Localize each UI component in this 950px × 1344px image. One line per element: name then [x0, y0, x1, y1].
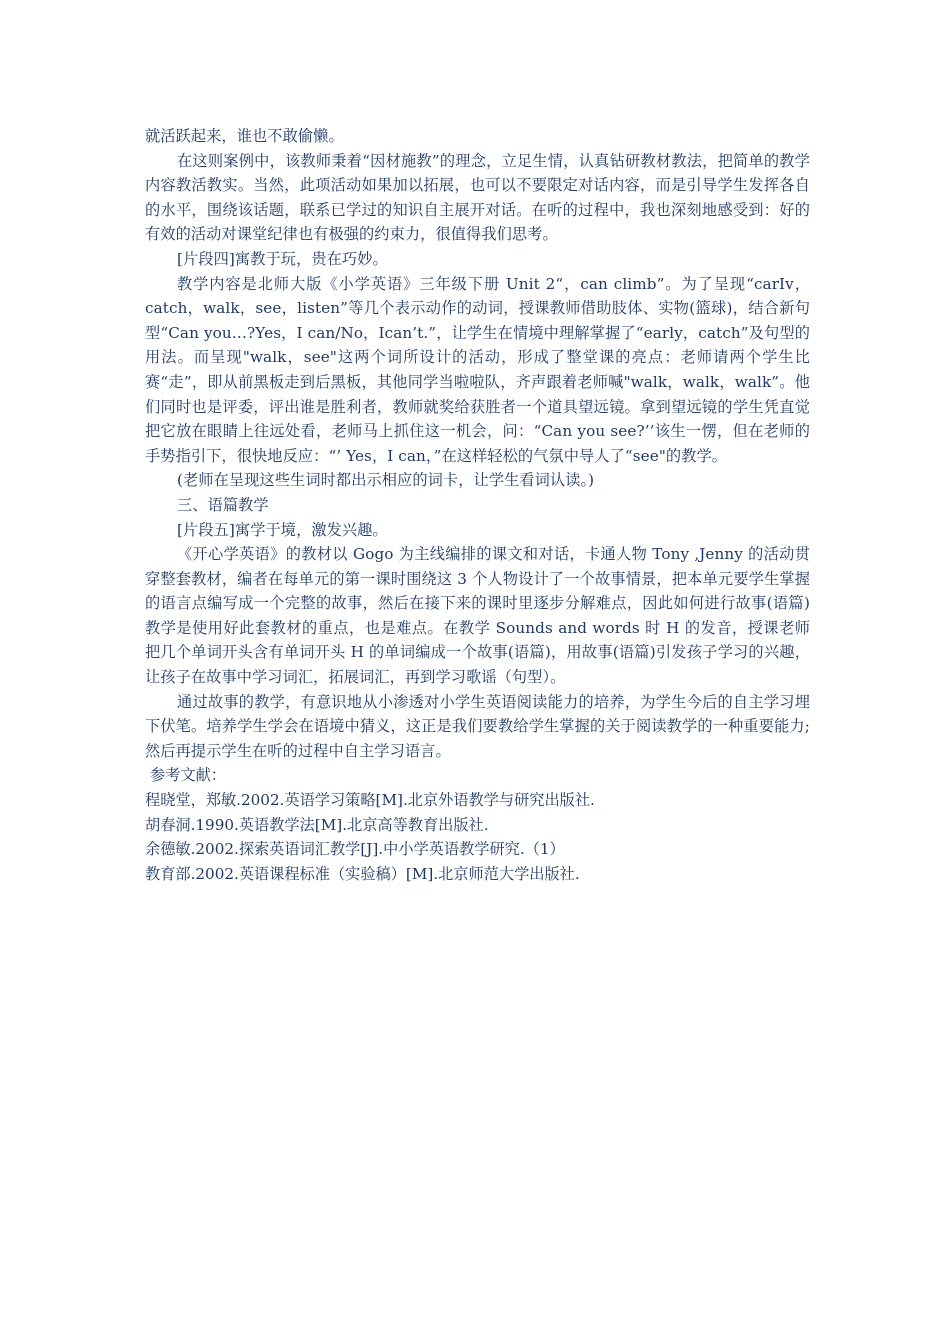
references-list: [145, 788, 810, 886]
document-page: [145, 124, 810, 886]
section-heading-discourse-teaching: 三、语篇教学: [177, 495, 269, 514]
reference-item: 余德敏.2002.探索英语词汇教学[J].中小学英语教学研究.（1）: [145, 840, 565, 859]
reference-item: 教育部.2002.英语课程标准（实验稿）[M].北京师范大学出版社.: [145, 864, 580, 883]
paragraph-story-teaching: 通过故事的教学，有意识地从小渗透对小学生英语阅读能力的培养，为学生今后的自主学习埋下伏笔。培养学生学会在语境中猜义，这正是我们要教给学生掌握的关于阅读教学的一种重要能力;然后再提示学生在听的过程中自主学习语言。: [145, 692, 810, 760]
references-heading: 参考文献：: [150, 766, 226, 785]
paragraph-case-analysis: 在这则案例中，该教师秉着“因材施教”的理念，立足生情，认真钻研教材教法，把简单的教学内容教活教实。当然，此项活动如果加以拓展，也可以不要限定对话内容，而是引导学生发挥各自的水平，围绕该话题，联系已学过的知识自主展开对话。在听的过程中，我也深刻地感受到：好的有效的活动对课堂纪律也有极强的约束力，很值得我们思考。: [145, 151, 810, 244]
paragraph-note: (老师在呈现这些生词时都出示相应的词卡，让学生看词认读。): [177, 471, 595, 490]
section-heading-fragment-4: [片段四]寓教于玩，贵在巧妙。: [177, 249, 388, 268]
paragraph-textbook: 《开心学英语》的教材以 Gogo 为主线编排的课文和对话，卡通人物 Tony ,Jenny 的活动贯穿整套教材，编者在每单元的第一课时围绕这 3 个人物设计了一个故事情景，把本单元要学生掌握的语言点编写成一个完整的故事，然后在接下来的课时里逐步分解难点，因此如何进行故事(语篇)教学是使用好此套教材的重点，也是难点。在教学 Sounds and words 时 H 的发音，授课老师把几个单词开头含有单词开头 H 的单词编成一个故事(语篇)，用故事(语篇)引发孩子学习的兴趣，让孩子在故事中学习词汇，拓展词汇，再到学习歌谣（句型）。: [145, 545, 810, 687]
reference-item: 胡春洞.1990.英语教学法[M].北京高等教育出版社.: [145, 815, 489, 834]
section-heading-fragment-5: [片段五]寓学于境，激发兴趣。: [177, 520, 388, 539]
paragraph-continuation: 就活跃起来，谁也不敢偷懒。: [145, 127, 344, 145]
reference-item: 程晓堂，郑敏.2002.英语学习策略[M].北京外语教学与研究出版社.: [145, 791, 595, 810]
paragraph-teaching-content: 教学内容是北师大版《小学英语》三年级下册 Unit 2“，can climb”。为了呈现“carIv，catch，walk，see，listen”等几个表示动作的动词，授课教师借助肢体、实物(篮球)，结合新句型“Can you…?Yes，I can/No，Ican’t.”，让学生在情境中理解掌握了“early，catch”及句型的用法。而呈现"walk，see"这两个词所设计的活动，形成了整堂课的亮点：老师请两个学生比赛“走”，即从前黑板走到后黑板，其他同学当啦啦队，齐声跟着老师喊"walk，walk，walk”。他们同时也是评委，评出谁是胜利者，教师就奖给获胜者一个道具望远镜。拿到望远镜的学生凭直觉把它放在眼睛上往远处看，老师马上抓住这一机会，问：“Can you see?’’该生一愣，但在老师的手势指引下，很快地反应：“’ Yes，I can，”在这样轻松的气氛中导人了“see"的教学。: [145, 274, 810, 465]
